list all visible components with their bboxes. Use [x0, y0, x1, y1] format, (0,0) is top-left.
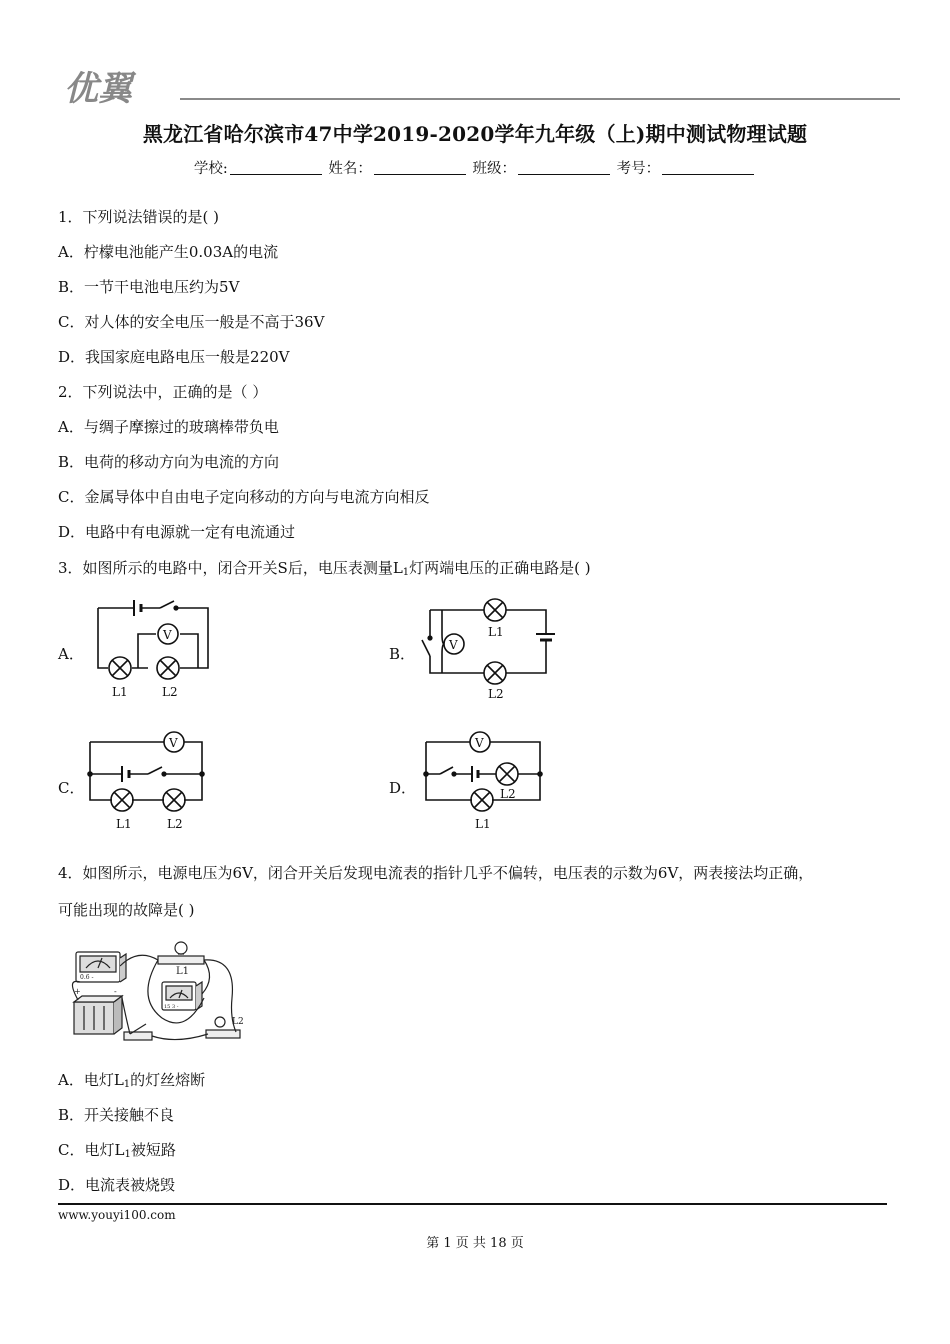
q4-a-text-pre: A．电灯L	[58, 1071, 124, 1089]
ammeter-scale: 0.6 -	[80, 974, 94, 981]
q3-option-d-label[interactable]: D．	[389, 779, 417, 797]
school-blank[interactable]	[230, 160, 322, 175]
svg-text:-: -	[114, 987, 117, 996]
header-rule	[180, 98, 900, 100]
q2-stem: 2．下列说法中，正确的是（ ）	[58, 383, 268, 401]
circuit-diagram-c[interactable]	[84, 728, 209, 838]
q4-c-text-post: 被短路	[130, 1141, 176, 1159]
q4-option-d[interactable]: D．电流表被烧毁	[58, 1176, 176, 1194]
fig-lamp-l2-label: L2	[232, 1017, 244, 1027]
youyi-logo	[62, 66, 187, 106]
q4-option-a[interactable]	[58, 1069, 205, 1090]
lamp-l1-label: L1	[112, 685, 128, 699]
lamp-l1-label: L1	[475, 817, 491, 831]
q1-option-d[interactable]: D．我国家庭电路电压一般是220V	[58, 348, 290, 366]
circuit-diagram-d[interactable]	[420, 728, 550, 838]
student-info-line	[0, 157, 950, 178]
page-title: 黑龙江省哈尔滨市47中学2019-2020学年九年级（上)期中测试物理试题	[142, 122, 808, 146]
svg-text:+: +	[74, 987, 81, 996]
school-label: 学校:	[193, 161, 228, 177]
voltmeter-scale: 15 3 -	[164, 1004, 179, 1010]
q4-a-text-post: 的灯丝熔断	[130, 1071, 206, 1089]
voltmeter-symbol: V	[163, 628, 172, 642]
q3-stem-sub: 1	[402, 567, 410, 578]
voltmeter-symbol: V	[449, 638, 458, 652]
q1-option-b[interactable]: B．一节干电池电压约为5V	[58, 278, 240, 296]
q3-option-a-label[interactable]: A．	[58, 645, 84, 663]
q3-stem	[58, 557, 591, 578]
q4-a-sub: 1	[123, 1079, 131, 1090]
q1-option-a[interactable]: A．柠檬电池能产生0.03A的电流	[58, 243, 279, 261]
q4-c-text-pre: C．电灯L	[58, 1141, 125, 1159]
q4-stem-line1: 4．如图所示，电源电压为6V，闭合开关后发现电流表的指针几乎不偏转，电压表的示数为6V，两表接法均正确，	[58, 864, 814, 882]
name-blank[interactable]	[374, 160, 466, 175]
exam-no-blank[interactable]	[662, 160, 754, 175]
lamp-l2-label: L2	[162, 685, 178, 699]
footer-url[interactable]: www.youyi100.com	[58, 1208, 176, 1222]
fig-lamp-l1-label: L1	[176, 966, 190, 977]
class-blank[interactable]	[518, 160, 610, 175]
q2-option-a[interactable]: A．与绸子摩擦过的玻璃棒带负电	[58, 418, 279, 436]
q4-stem-line2: 可能出现的故障是( )	[58, 901, 195, 919]
q4-option-b[interactable]: B．开关接触不良	[58, 1106, 175, 1124]
footer-rule	[58, 1203, 887, 1205]
class-label: 班级：	[472, 161, 516, 177]
q3-stem-part1: 3．如图所示的电路中，闭合开关S后，电压表测量L	[58, 559, 403, 577]
page-number: 第 1 页 共 18 页	[426, 1236, 524, 1251]
lamp-l1-label: L1	[116, 817, 132, 831]
q2-option-b[interactable]: B．电荷的移动方向为电流的方向	[58, 453, 280, 471]
q2-option-d[interactable]: D．电路中有电源就一定有电流通过	[58, 523, 296, 541]
q4-option-c[interactable]	[58, 1139, 176, 1160]
lamp-l2-label: L2	[167, 817, 183, 831]
q4-circuit-figure	[66, 938, 266, 1054]
lamp-l1-label: L1	[488, 625, 504, 639]
name-label: 姓名：	[328, 161, 372, 177]
lamp-l2-label: L2	[500, 787, 516, 801]
lamp-l2-label: L2	[488, 687, 504, 701]
q1-option-c[interactable]: C．对人体的安全电压一般是不高于36V	[58, 313, 325, 331]
circuit-diagram-b[interactable]	[420, 598, 555, 708]
circuit-diagram-a[interactable]	[90, 596, 215, 706]
q2-option-c[interactable]: C．金属导体中自由电子定向移动的方向与电流方向相反	[58, 488, 430, 506]
voltmeter-symbol: V	[475, 736, 484, 750]
q3-option-b-label[interactable]: B．	[389, 645, 416, 663]
q3-option-c-label[interactable]: C．	[58, 779, 85, 797]
exam-no-label: 考号：	[616, 161, 661, 177]
q3-stem-part2: 灯两端电压的正确电路是( )	[409, 559, 591, 577]
logo-text: 优翼	[64, 69, 132, 106]
q1-stem: 1．下列说法错误的是( )	[58, 208, 220, 226]
q4-c-sub: 1	[124, 1149, 131, 1160]
voltmeter-symbol: V	[169, 736, 178, 750]
